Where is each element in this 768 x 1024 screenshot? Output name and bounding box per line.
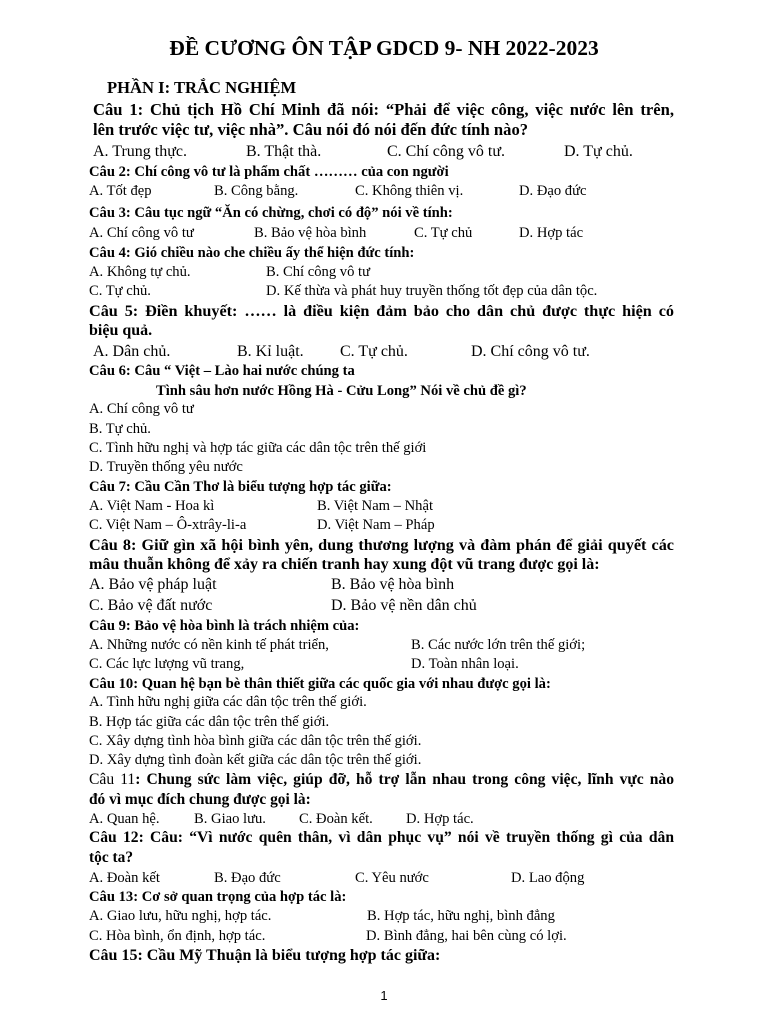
question-2: Câu 2: Chí công vô tư là phẩm chất ……… của con người bbox=[89, 164, 449, 180]
question-11-label: Câu 11 bbox=[89, 771, 136, 788]
option-a: A. Những nước có nền kinh tế phát triển, bbox=[89, 637, 329, 653]
question-6-option-d-row bbox=[0, 457, 768, 477]
option-c: C. Tự chủ. bbox=[89, 283, 151, 299]
question-7-options-2 bbox=[0, 515, 768, 535]
question-10-option-a-row bbox=[0, 692, 768, 712]
option-b: B. Hợp tác giữa các dân tộc trên thế giới. bbox=[89, 714, 330, 730]
option-d: D. Bình đẳng, hai bên cùng có lợi. bbox=[366, 928, 567, 944]
option-c: C. Chí công vô tư. bbox=[387, 143, 506, 160]
option-b: B. Bảo vệ hòa bình bbox=[254, 225, 367, 241]
question-2-options bbox=[0, 181, 768, 201]
question-6-option-c-row bbox=[0, 438, 768, 458]
option-c: C. Xây dựng tình hòa bình giữa các dân tộc trên thế giới. bbox=[89, 733, 422, 749]
option-b: B. Kỉ luật. bbox=[237, 343, 304, 360]
option-c: C. Không thiên vị. bbox=[355, 183, 464, 199]
option-d: D. Hợp tác. bbox=[406, 811, 474, 827]
question-10-option-d-row bbox=[0, 750, 768, 770]
option-d: D. Kế thừa và phát huy truyền thống tốt đẹp của dân tộc. bbox=[266, 283, 598, 299]
option-d: D. Lao động bbox=[511, 870, 585, 886]
question-1-line-2: lên trước việc tư, việc nhà”. Câu nói đó nói đến đức tính nào? bbox=[93, 120, 529, 139]
option-d: D. Tự chủ. bbox=[564, 143, 633, 160]
option-b: B. Tự chủ. bbox=[89, 421, 151, 437]
option-c: C. Việt Nam – Ô-xtrây-li-a bbox=[89, 517, 247, 533]
question-11-line-2-row bbox=[0, 790, 768, 810]
option-b: B. Công bằng. bbox=[214, 183, 299, 199]
question-9-options-2 bbox=[0, 654, 768, 674]
question-5-line-2-row bbox=[0, 321, 768, 341]
question-12-line-2: tộc ta? bbox=[89, 849, 134, 866]
question-8-line-1: Câu 8: Giữ gìn xã hội bình yên, dung thương lượng và đàm phán để giải quyết các bbox=[89, 536, 674, 554]
question-11-line-2: đó vì mục đích chung được gọi là: bbox=[89, 791, 311, 808]
question-6-option-a-row bbox=[0, 399, 768, 419]
document-title: ĐỀ CƯƠNG ÔN TẬP GDCD 9- NH 2022-2023 bbox=[169, 36, 599, 60]
question-13: Câu 13: Cơ sở quan trọng của hợp tác là: bbox=[89, 889, 347, 905]
question-10-option-c-row bbox=[0, 731, 768, 751]
option-a: A. Dân chủ. bbox=[93, 343, 171, 360]
option-a: A. Tình hữu nghị giữa các dân tộc trên thế giới. bbox=[89, 694, 367, 710]
question-3-options bbox=[0, 223, 768, 243]
option-b: B. Chí công vô tư bbox=[266, 264, 370, 280]
question-4: Câu 4: Gió chiều nào che chiều ấy thể hiện đức tính: bbox=[89, 245, 415, 261]
question-10-row bbox=[0, 674, 768, 694]
option-c: C. Tự chủ bbox=[414, 225, 473, 241]
option-b: B. Bảo vệ hòa bình bbox=[331, 576, 455, 593]
question-11-line-1 bbox=[89, 770, 674, 790]
question-3: Câu 3: Câu tục ngữ “Ăn có chừng, chơi có độ” nói về tính: bbox=[89, 205, 453, 221]
option-a: A. Chí công vô tư bbox=[89, 401, 194, 417]
page-number: 1 bbox=[380, 988, 388, 1003]
question-4-row bbox=[0, 243, 768, 263]
question-1-options bbox=[0, 142, 768, 162]
question-8-line-2-row bbox=[0, 555, 768, 575]
option-c: C. Hòa bình, ổn định, hợp tác. bbox=[89, 928, 266, 944]
question-10: Câu 10: Quan hệ bạn bè thân thiết giữa các quốc gia với nhau được gọi là: bbox=[89, 676, 551, 692]
question-11-text: : Chung sức làm việc, giúp đỡ, hỗ trợ lẫn nhau trong công việc, lĩnh vực nào bbox=[135, 771, 674, 788]
question-10-option-b-row bbox=[0, 712, 768, 732]
option-b: B. Hợp tác, hữu nghị, bình đẳng bbox=[367, 908, 555, 924]
question-1-line-2-row bbox=[0, 120, 768, 140]
question-8-options-1 bbox=[0, 575, 768, 595]
question-4-options-1 bbox=[0, 262, 768, 282]
question-9-row bbox=[0, 616, 768, 636]
question-11-options bbox=[0, 809, 768, 829]
question-8-line-2: mâu thuẫn không để xảy ra chiến tranh hay xung đột vũ trang được gọi là: bbox=[89, 556, 600, 573]
question-7-row bbox=[0, 477, 768, 497]
question-13-options-2 bbox=[0, 926, 768, 946]
question-13-row bbox=[0, 887, 768, 907]
option-a: A. Bảo vệ pháp luật bbox=[89, 576, 217, 593]
option-a: A. Quan hệ. bbox=[89, 811, 160, 827]
question-15: Câu 15: Cầu Mỹ Thuận là biểu tượng hợp tác giữa: bbox=[89, 947, 441, 964]
option-d: D. Toàn nhân loại. bbox=[411, 656, 519, 672]
question-5-line-2: biệu quả. bbox=[89, 322, 153, 339]
question-1-line-1: Câu 1: Chủ tịch Hồ Chí Minh đã nói: “Phải để việc công, việc nước lên trên, bbox=[93, 100, 674, 119]
option-a: A. Việt Nam - Hoa kì bbox=[89, 498, 215, 514]
question-6-line-1-row bbox=[0, 361, 768, 381]
option-d: D. Bảo vệ nền dân chủ bbox=[331, 597, 477, 614]
option-c: C. Yêu nước bbox=[355, 870, 429, 886]
question-15-row bbox=[0, 946, 768, 966]
option-d: D. Việt Nam – Pháp bbox=[317, 517, 435, 533]
question-8-options-2 bbox=[0, 596, 768, 616]
option-c: C. Tự chủ. bbox=[340, 343, 408, 360]
question-2-row bbox=[0, 162, 768, 182]
question-12-line-1: Câu 12: Câu: “Vì nước quên thân, vì dân phục vụ” nói về truyền thống gì của dân bbox=[89, 829, 674, 846]
option-a: A. Không tự chủ. bbox=[89, 264, 191, 280]
option-c: C. Đoàn kết. bbox=[299, 811, 373, 827]
question-7-options-1 bbox=[0, 496, 768, 516]
question-3-row bbox=[0, 203, 768, 223]
question-13-options-1 bbox=[0, 906, 768, 926]
option-d: D. Hợp tác bbox=[519, 225, 584, 241]
option-d: D. Đạo đức bbox=[519, 183, 587, 199]
option-b: B. Đạo đức bbox=[214, 870, 281, 886]
option-d: D. Xây dựng tình đoàn kết giữa các dân tộc trên thế giới. bbox=[89, 752, 422, 768]
option-a: A. Trung thực. bbox=[93, 143, 188, 160]
option-b: B. Thật thà. bbox=[246, 143, 322, 160]
question-7: Câu 7: Cầu Cần Thơ là biểu tượng hợp tác giữa: bbox=[89, 479, 392, 495]
question-5-options bbox=[0, 342, 768, 362]
option-b: B. Việt Nam – Nhật bbox=[317, 498, 433, 514]
question-4-options-2 bbox=[0, 281, 768, 301]
question-6-line-1: Câu 6: Câu “ Việt – Lào hai nước chúng ta bbox=[89, 363, 355, 379]
option-c: C. Các lực lượng vũ trang, bbox=[89, 656, 245, 672]
question-9-options-1 bbox=[0, 635, 768, 655]
option-b: B. Giao lưu. bbox=[194, 811, 266, 827]
option-c: C. Bảo vệ đất nước bbox=[89, 597, 213, 614]
option-a: A. Giao lưu, hữu nghị, hợp tác. bbox=[89, 908, 272, 924]
question-6-option-b-row bbox=[0, 419, 768, 439]
question-12-options bbox=[0, 868, 768, 888]
question-6-line-2-row bbox=[0, 381, 768, 401]
option-a: A. Chí công vô tư bbox=[89, 225, 194, 241]
section-heading: PHẦN I: TRẮC NGHIỆM bbox=[107, 78, 297, 97]
option-a: A. Tốt đẹp bbox=[89, 183, 152, 199]
question-9: Câu 9: Bảo vệ hòa bình là trách nhiệm của: bbox=[89, 618, 360, 634]
option-d: D. Truyền thống yêu nước bbox=[89, 459, 243, 475]
option-b: B. Các nước lớn trên thế giới; bbox=[411, 637, 586, 653]
option-a: A. Đoàn kết bbox=[89, 870, 160, 886]
option-c: C. Tình hữu nghị và hợp tác giữa các dân tộc trên thế giới bbox=[89, 440, 427, 456]
question-12-line-2-row bbox=[0, 848, 768, 868]
option-d: D. Chí công vô tư. bbox=[471, 343, 590, 360]
question-6-line-2: Tình sâu hơn nước Hồng Hà - Cửu Long” Nói về chủ đề gì? bbox=[156, 383, 527, 399]
question-5-line-1: Câu 5: Điền khuyết: …… là điều kiện đảm bảo cho dân chủ được thực hiện có bbox=[89, 302, 674, 320]
section-heading-row bbox=[0, 78, 768, 98]
